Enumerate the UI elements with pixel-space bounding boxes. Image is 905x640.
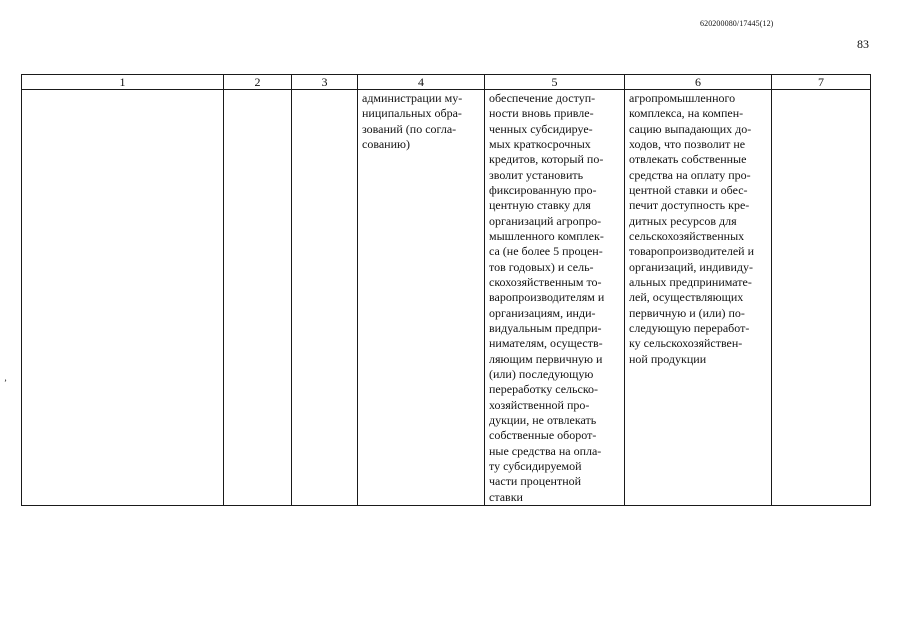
cell-text-line: варопроизводителям и [489, 290, 605, 305]
cell-col6-result [625, 90, 772, 506]
cell-text-line: ляющим первичную и [489, 351, 603, 366]
cell-text-line: организаций, индивиду- [629, 259, 753, 274]
measures-table [21, 74, 871, 506]
cell-text-line: ку сельскохозяйствен- [629, 336, 743, 351]
cell-text-line: альных предпринимате- [629, 274, 752, 289]
cell-text-line: ности вновь привле- [489, 106, 594, 121]
cell-text-line: лей, осуществляющих [629, 290, 744, 305]
cell-text-line: (или) последующую [489, 366, 594, 381]
cell-text-line: ниципальных обра- [362, 106, 462, 121]
cell-text-line: са (не более 5 процен- [489, 244, 603, 259]
cell-text-line: видуальным предпри- [489, 320, 602, 335]
cell-text-line: сованию) [362, 136, 410, 151]
cell-text-line: нимателям, осуществ- [489, 336, 603, 351]
cell-text-line: ту субсидируемой [489, 458, 582, 473]
cell-text-line: агропромышленного [629, 91, 736, 105]
column-header-1: 1 [22, 75, 224, 90]
cell-text-line: дитных ресурсов для [629, 213, 737, 228]
column-header-7: 7 [772, 75, 871, 90]
cell-text-line: организаций агропро- [489, 213, 602, 228]
cell-text-line: обеспечение доступ- [489, 91, 596, 105]
column-header-4: 4 [358, 75, 485, 90]
column-header-6: 6 [625, 75, 772, 90]
cell-text-line: ные средства на опла- [489, 443, 602, 458]
cell-text-line: мых краткосрочных [489, 136, 591, 151]
cell-text-line: ченных субсидируе- [489, 121, 593, 136]
cell-text-line: зований (по согла- [362, 121, 457, 136]
table-row [22, 90, 871, 506]
cell-text-line: собственные оборот- [489, 428, 597, 443]
cell-col1 [22, 90, 224, 506]
cell-text-line: печит доступность кре- [629, 198, 750, 213]
header-row [22, 75, 871, 90]
cell-text-line: зволит установить [489, 167, 584, 182]
cell-text-line: организациям, инди- [489, 305, 596, 320]
cell-text-line: хозяйственной про- [489, 397, 590, 412]
cell-text-line: дукции, не отвлекать [489, 412, 597, 427]
cell-text-line: сацию выпадающих до- [629, 121, 752, 136]
column-header-2: 2 [224, 75, 292, 90]
cell-text-line: переработку сельско- [489, 382, 599, 397]
cell-text-line: мышленного комплек- [489, 228, 604, 243]
cell-text-line: администрации му- [362, 91, 463, 105]
cell-text-line: ной продукции [629, 351, 707, 366]
cell-text-line: центную ставку для [489, 198, 591, 213]
cell-text-line: отвлекать собственные [629, 152, 747, 167]
cell-col7 [772, 90, 871, 506]
stray-mark: ’ [4, 378, 7, 388]
page-number: 83 [857, 37, 869, 51]
cell-text-line: ставки [489, 489, 523, 504]
cell-text-line: тов годовых) и сель- [489, 259, 594, 274]
cell-text-line: ходов, что позволит не [629, 136, 746, 151]
cell-text-line: кредитов, который по- [489, 152, 604, 167]
cell-text-line: центной ставки и обес- [629, 182, 748, 197]
cell-col5-description [485, 90, 625, 506]
cell-text-line: средства на оплату про- [629, 167, 751, 182]
cell-text-line: товаропроизводителей и [629, 244, 754, 259]
cell-text-line: скохозяйственным то- [489, 274, 602, 289]
cell-text-line: фиксированную про- [489, 182, 597, 197]
cell-text-line: следующую переработ- [629, 320, 750, 335]
document-id: 620200080/17445(12) [700, 19, 774, 28]
cell-text-line: комплекса, на компен- [629, 106, 744, 121]
column-header-3: 3 [292, 75, 358, 90]
cell-col2 [224, 90, 292, 506]
cell-col4-responsible [358, 90, 485, 506]
cell-text-line: части процентной [489, 474, 582, 489]
cell-text-line: первичную и (или) по- [629, 305, 745, 320]
cell-text-line: сельскохозяйственных [629, 228, 745, 243]
cell-col3 [292, 90, 358, 506]
column-header-5: 5 [485, 75, 625, 90]
